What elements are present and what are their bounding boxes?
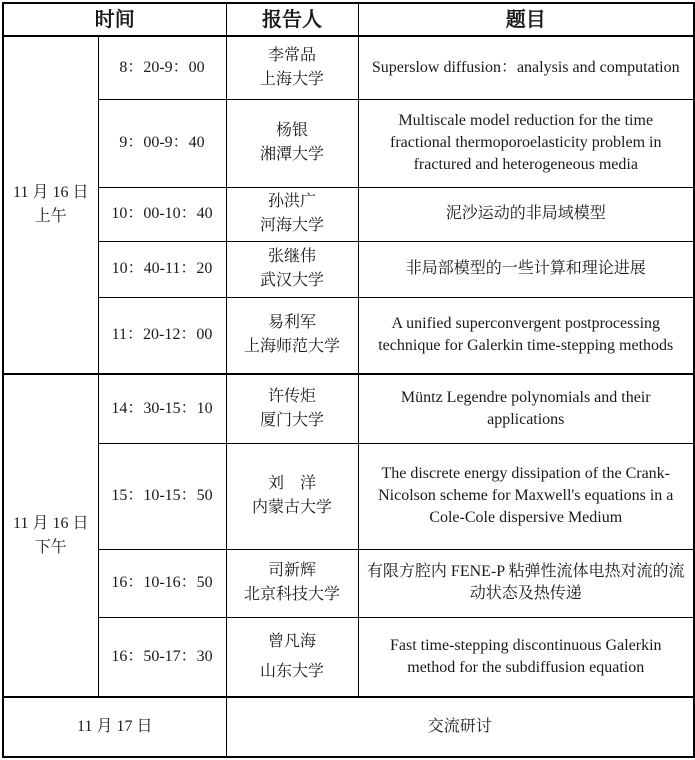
title-cell: 泥沙运动的非局域模型 bbox=[358, 187, 694, 241]
header-speaker: 报告人 bbox=[226, 3, 358, 36]
speaker-name: 易利军 bbox=[267, 314, 316, 332]
time-cell: 14：30-15：10 bbox=[98, 374, 226, 443]
speaker-name: 许传炬 bbox=[267, 387, 316, 405]
speaker-cell bbox=[226, 36, 358, 99]
time-cell: 10：00-10：40 bbox=[98, 187, 226, 241]
speaker-affiliation: 内蒙古大学 bbox=[251, 499, 332, 516]
speaker-name: 张继伟 bbox=[267, 248, 316, 265]
header-title: 题目 bbox=[358, 3, 694, 36]
date-period: 下午 bbox=[34, 538, 67, 556]
schedule-row bbox=[3, 241, 694, 297]
header-row bbox=[3, 3, 694, 36]
footer-activity-cell: 交流研讨 bbox=[226, 697, 694, 757]
speaker-affiliation: 厦门大学 bbox=[259, 411, 324, 429]
speaker-affiliation: 山东大学 bbox=[259, 662, 324, 680]
speaker-cell bbox=[226, 549, 358, 617]
speaker-name: 刘 洋 bbox=[267, 475, 316, 492]
time-cell: 8：20-9：00 bbox=[98, 36, 226, 99]
time-cell: 10：40-11：20 bbox=[98, 241, 226, 297]
title-cell: A unified superconvergent postprocessing technique for Galerkin time-stepping methods bbox=[358, 297, 694, 374]
speaker-cell bbox=[226, 297, 358, 374]
schedule-row bbox=[3, 297, 694, 374]
title-cell: Müntz Legendre polynomials and their applications bbox=[358, 374, 694, 443]
schedule-row bbox=[3, 374, 694, 443]
time-cell: 9：00-9：40 bbox=[98, 99, 226, 187]
speaker-name: 杨银 bbox=[275, 122, 308, 139]
time-cell: 11：20-12：00 bbox=[98, 297, 226, 374]
speaker-affiliation: 上海大学 bbox=[259, 70, 324, 88]
speaker-cell bbox=[226, 443, 358, 549]
speaker-affiliation: 河海大学 bbox=[259, 217, 324, 234]
speaker-cell bbox=[226, 241, 358, 297]
date-cell-morning bbox=[3, 36, 98, 374]
schedule-row bbox=[3, 187, 694, 241]
speaker-affiliation: 北京科技大学 bbox=[243, 586, 340, 603]
footer-row bbox=[3, 697, 694, 757]
speaker-name: 曾凡海 bbox=[267, 632, 316, 650]
speaker-cell bbox=[226, 187, 358, 241]
time-cell: 16：50-17：30 bbox=[98, 617, 226, 697]
speaker-affiliation: 武汉大学 bbox=[259, 272, 324, 289]
date-text: 11 月 16 日 bbox=[13, 514, 89, 532]
speaker-affiliation: 上海师范大学 bbox=[243, 338, 340, 356]
schedule-row bbox=[3, 617, 694, 697]
speaker-name: 李常品 bbox=[267, 46, 316, 64]
time-cell: 16：10-16：50 bbox=[98, 549, 226, 617]
speaker-cell bbox=[226, 374, 358, 443]
schedule-row bbox=[3, 99, 694, 187]
title-cell: 非局部模型的一些计算和理论进展 bbox=[358, 241, 694, 297]
schedule-row bbox=[3, 36, 694, 99]
header-time: 时间 bbox=[3, 3, 226, 36]
title-cell: The discrete energy dissipation of the Crank-Nicolson scheme for Maxwell's equations in a Cole-Cole dispersive Medium bbox=[358, 443, 694, 549]
schedule-table bbox=[2, 2, 695, 758]
time-cell: 15：10-15：50 bbox=[98, 443, 226, 549]
date-text: 11 月 16 日 bbox=[13, 184, 89, 201]
title-cell: Multiscale model reduction for the time fractional thermoporoelasticity problem in fractured and heterogeneous media bbox=[358, 99, 694, 187]
speaker-cell bbox=[226, 99, 358, 187]
speaker-affiliation: 湘潭大学 bbox=[259, 146, 324, 163]
schedule-row bbox=[3, 549, 694, 617]
date-cell-afternoon bbox=[3, 374, 98, 697]
speaker-cell bbox=[226, 617, 358, 697]
schedule-row bbox=[3, 443, 694, 549]
title-cell: 有限方腔内 FENE-P 粘弹性流体电热对流的流动状态及热传递 bbox=[358, 549, 694, 617]
title-cell: Superslow diffusion：analysis and computation bbox=[358, 36, 694, 99]
date-period: 上午 bbox=[34, 208, 67, 225]
footer-date-cell: 11 月 17 日 bbox=[3, 697, 226, 757]
title-cell: Fast time-stepping discontinuous Galerkin method for the subdiffusion equation bbox=[358, 617, 694, 697]
speaker-name: 孙洪广 bbox=[267, 193, 316, 210]
speaker-name: 司新辉 bbox=[267, 562, 316, 579]
